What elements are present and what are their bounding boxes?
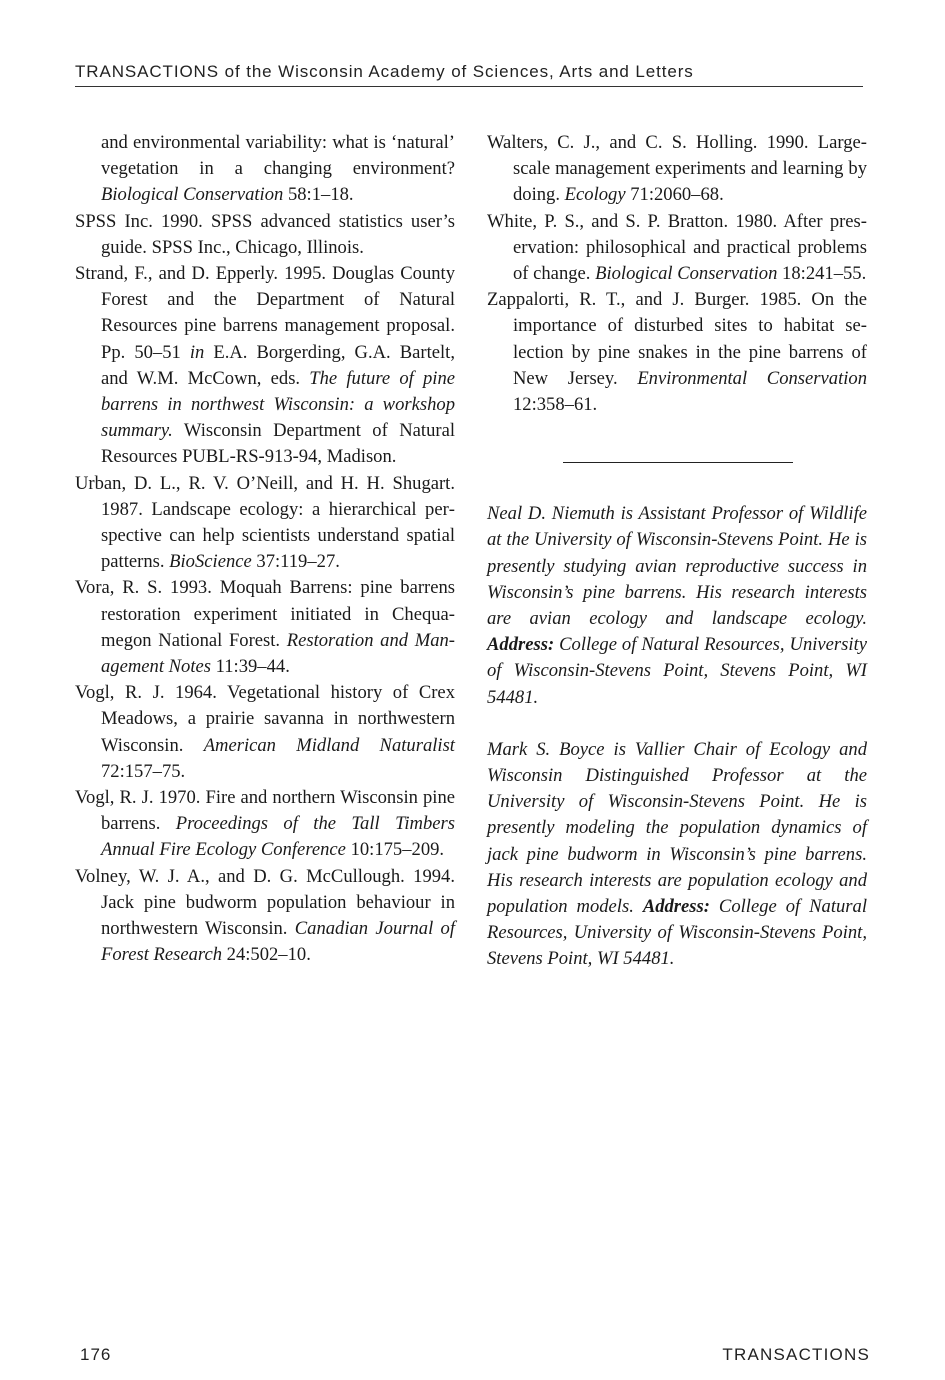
reference-journal: Restoration and Management Notes [101,629,455,678]
running-head: TRANSACTIONS of the Wisconsin Academy of Sciences, Arts and Letters [75,62,863,87]
reference-in: in [189,341,205,363]
reference-citation: 58:1–18. [283,184,354,206]
reference-volney [75,864,455,969]
reference-journal: BioScience [169,551,252,573]
reference-journal: Biological Conservation [595,263,778,285]
reference-text: Vogl, R. J. 1970. Fire and northern Wisconsin pine barrens. [75,787,455,835]
reference-citation: 72:157–75. [101,760,186,782]
reference-journal: American Midland Naturalist [203,734,455,756]
reference-journal: The future of pine barrens in northwest Wisconsin: a workshop summary. [101,367,455,442]
reference-journal: Biological Conservation [101,184,284,206]
reference-citation: Wisconsin Department of Natural Resources PUBL-RS-913-94, Madison. [101,420,455,468]
author-name: Neal D. Niemuth [487,503,615,525]
reference-spss [75,209,455,261]
reference-strand [75,261,455,471]
reference-vogl-1970 [75,785,455,864]
reference-citation: 71:2060–68. [625,184,724,206]
author-bio-text: is Vallier Chair of Ecology and Wisconsin Distinguished Professor at the University of Wisconsin-Stevens Point. He is presently modeling the population dynamics of jack pine budworm in Wisconsin’s pine barrens. His research interests are population ecology and population models. [487,738,867,918]
reference-citation: 12:358–61. [513,394,598,416]
reference-text: White, P. S., and S. P. Bratton. 1980. After preservation: philosophical and practical problems of change. [487,210,867,285]
footer-journal-title: TRANSACTIONS [722,1345,870,1364]
reference-text: Vogl, R. J. 1964. Vegetational history of Crex Meadows, a prairie savanna in northwestern Wisconsin. [75,682,455,756]
reference-text: Walters, C. J., and C. S. Holling. 1990. Large-scale management experiments and learning by doing. [487,132,867,206]
reference-zappalorti [487,287,867,418]
right-column [487,130,867,973]
reference-journal: Environmental Conservation [637,367,867,389]
reference-text: Volney, W. J. A., and D. G. McCullough. 1994. Jack pine budworm population behaviour in northwestern Wisconsin. [75,865,455,940]
reference-walters [487,130,867,209]
reference-journal: Ecology [564,184,626,206]
reference-citation: 11:39–44. [211,656,290,678]
author-name: Mark S. Boyce [487,738,605,760]
author-bio-boyce [487,737,867,973]
reference-urban [75,471,455,576]
page-number: 176 [80,1345,112,1364]
reference-citation: 10:175–209. [345,839,445,861]
reference-continuation [75,130,455,209]
reference-journal: Canadian Journal of Forest Research [101,918,456,966]
reference-editors: E.A. Borgerding, G.A. Bartelt, and W.M. McCown, eds. [101,341,455,389]
section-divider [563,462,793,463]
reference-text: Urban, D. L., R. V. O’Neill, and H. H. Shugart. 1987. Landscape ecology: a hierarchical perspective can help scientists understand spatial patterns. [75,472,455,573]
reference-citation: 37:119–27. [251,551,340,573]
reference-white [487,209,867,288]
reference-text: Vora, R. S. 1993. Moquah Barrens: pine barrens restoration experiment initiated in Chequamegon National Forest. [75,577,455,651]
reference-text: Zappalorti, R. T., and J. Burger. 1985. On the importance of disturbed sites to habitat selection by pine snakes in the pine barrens of New Jersey. [487,289,867,389]
reference-text: and environmental variability: what is ‘natural’ vegetation in a changing environment? [101,132,455,180]
reference-citation: 18:241–55. [777,263,867,285]
reference-vogl-1964 [75,680,455,785]
author-address: College of Natural Resources, University of Wisconsin-Stevens Point, Stevens Point, WI 54481. [487,634,867,708]
author-bio-niemuth [487,501,867,711]
reference-vora [75,575,455,680]
reference-journal: Proceedings of the Tall Timbers Annual Fire Ecology Conference [101,813,455,861]
address-label: Address: [487,634,555,656]
author-bio-text: is Assistant Professor of Wildlife at the University of Wisconsin-Stevens Point. He is presently studying avian reproductive success in Wisconsin’s pine barrens. His research interests are avian ecology and landscape ecology. [487,503,867,630]
reference-text: Strand, F., and D. Epperly. 1995. Douglas County Forest and the Department of Natural Resources pine barrens management proposal. Pp. 50–51 [75,263,455,363]
reference-text: SPSS Inc. 1990. SPSS advanced statistics user’s guide. SPSS Inc., Chicago, Illinois. [75,210,455,258]
author-address: College of Natural Resources, University of Wisconsin-Stevens Point, Stevens Point, WI 54481. [487,896,867,970]
left-column [75,130,455,969]
address-label: Address: [642,896,710,918]
reference-citation: 24:502–10. [222,944,311,966]
